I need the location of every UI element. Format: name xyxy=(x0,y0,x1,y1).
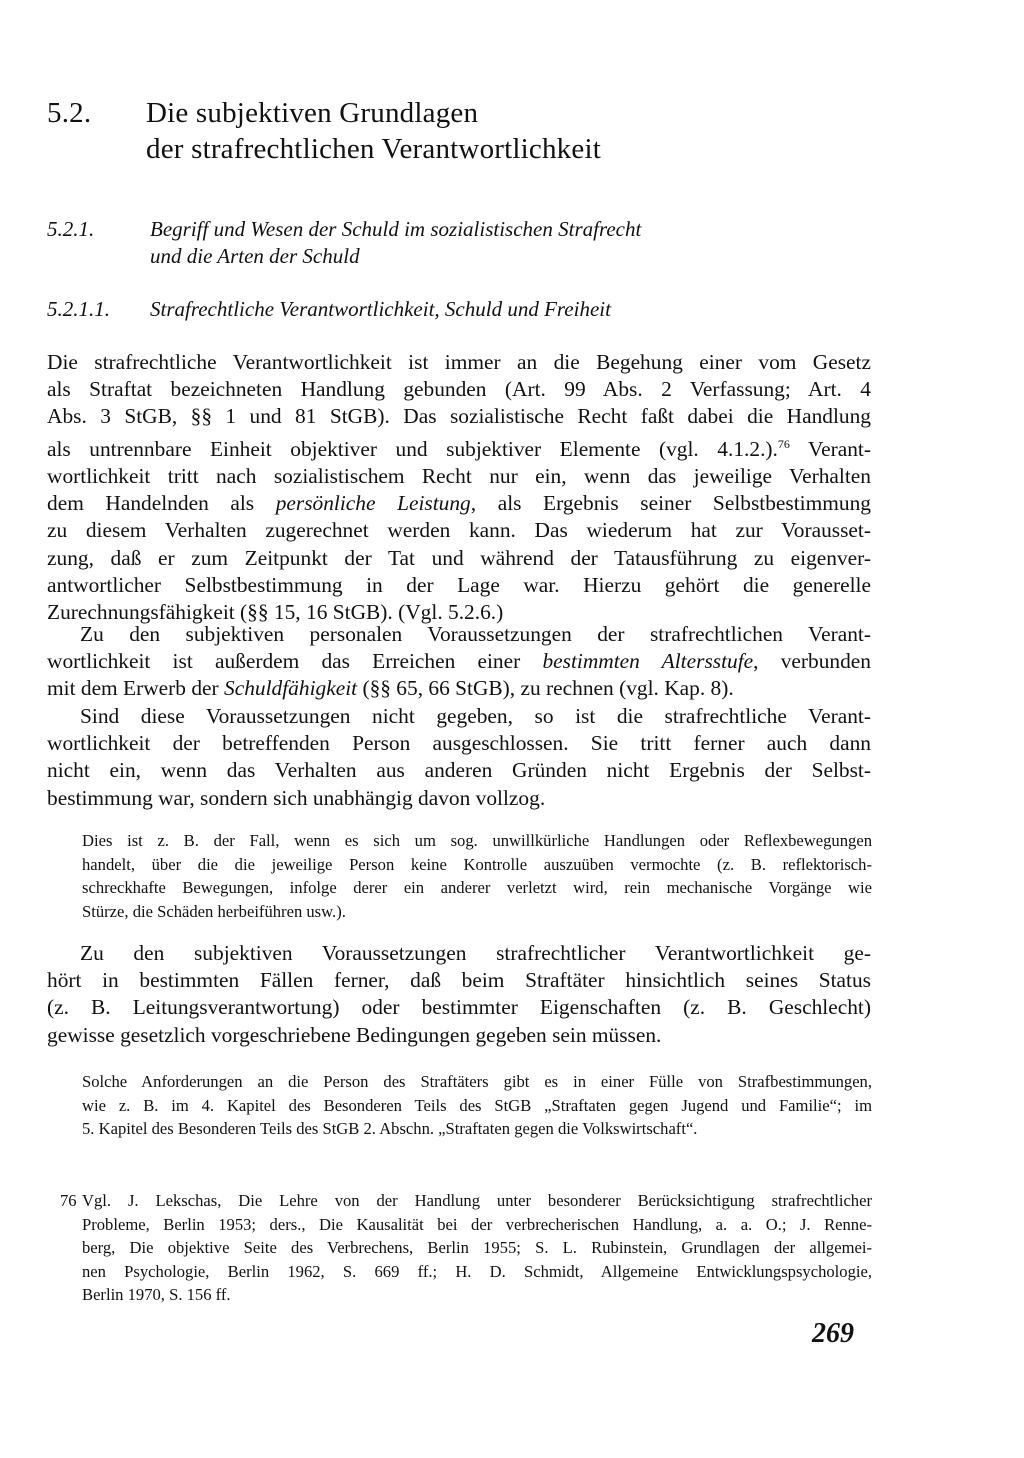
footnote-line: nen Psychologie, Berlin 1962, S. 669 ff.; H. D. Schmidt, Allgemeine Entwicklungspsychologie, xyxy=(82,1261,872,1281)
paragraph-1-line-text: dem Handelnden als xyxy=(47,491,276,516)
paragraph-1-line: Zurechnungsfähigkeit (§§ 15, 16 StGB). (Vgl. 5.2.6.) xyxy=(47,599,504,624)
paragraph-1-line: Abs. 3 StGB, §§ 1 und 81 StGB). Das sozialistische Recht faßt dabei die Handlung xyxy=(47,404,871,429)
section-title-line-1: Die subjektiven Grundlagen xyxy=(146,97,479,129)
subsection-number: 5.2.1. xyxy=(47,217,95,241)
footnote-line: Berlin 1970, S. 156 ff. xyxy=(82,1285,231,1305)
paragraph-3-line: wortlichkeit der betreffenden Person ausgeschlossen. Sie tritt ferner auch dann xyxy=(47,731,871,756)
paragraph-2-line-tail: , verbunden xyxy=(753,649,871,674)
note-1-line: Dies ist z. B. der Fall, wenn es sich um sog. unwillkürliche Handlungen oder Reflexbewegungen xyxy=(82,831,872,850)
footnote-76 xyxy=(60,1189,872,1307)
section-title xyxy=(146,95,846,167)
paragraph-2-line-text: wortlichkeit ist außerdem das Erreichen einer xyxy=(47,649,543,674)
paragraph-1-line: wortlichkeit tritt nach sozialistischem Recht nur ein, wenn das jeweilige Verhalten xyxy=(47,463,871,488)
emphasis-persoenliche-leistung: persönliche Leistung xyxy=(275,491,471,516)
paragraph-2-line: Zu den subjektiven personalen Voraussetzungen der strafrechtlichen Verant- xyxy=(80,622,871,646)
note-2 xyxy=(82,1070,872,1141)
page-number: 269 xyxy=(812,1318,854,1349)
subsection-title-line-2: und die Arten der Schuld xyxy=(150,244,360,268)
paragraph-3-line: Sind diese Voraussetzungen nicht gegeben, so ist die strafrechtliche Verant- xyxy=(80,704,871,728)
subsubsection-number: 5.2.1.1. xyxy=(47,297,110,321)
paragraph-1-line: zu diesem Verhalten zugerechnet werden kann. Das wiederum hat zur Vorausset- xyxy=(47,518,871,543)
paragraph-3 xyxy=(47,703,871,812)
subsubsection-title: Strafrechtliche Verantwortlichkeit, Schuld und Freiheit xyxy=(150,297,611,321)
paragraph-4-line: Zu den subjektiven Voraussetzungen strafrechtlicher Verantwortlichkeit ge- xyxy=(80,941,871,965)
paragraph-2-line-tail: (§§ 65, 66 StGB), zu rechnen (vgl. Kap. 8). xyxy=(357,676,734,701)
paragraph-3-line: nicht ein, wenn das Verhalten aus anderen Gründen nicht Ergebnis der Selbst- xyxy=(47,758,871,783)
paragraph-1-line-tail: , als Ergebnis seiner Selbstbestimmung xyxy=(470,491,871,516)
paragraph-1-line: antwortlicher Selbstbestimmung in der Lage war. Hierzu gehört die generelle xyxy=(47,572,871,597)
footnote-line: Probleme, Berlin 1953; ders., Die Kausalität bei der verbrecherischen Handlung, a. a. O.; J. Renne- xyxy=(82,1214,872,1234)
subsection-title-line-1: Begriff und Wesen der Schuld im sozialistischen Strafrecht xyxy=(150,217,642,241)
note-1-line: schreckhafte Bewegungen, infolge derer ein anderer verletzt wird, rein mechanische Vorgänge wie xyxy=(82,878,872,898)
footnote-text xyxy=(82,1189,872,1307)
footnote-line: berg, Die objektive Seite des Verbrechens, Berlin 1955; S. L. Rubinstein, Grundlagen der allgemei- xyxy=(82,1238,872,1258)
paragraph-1 xyxy=(47,349,871,626)
note-1-line: Stürze, die Schäden herbeiführen usw.). xyxy=(82,901,346,921)
section-number: 5.2. xyxy=(47,97,92,129)
paragraph-1-line xyxy=(47,431,871,463)
paragraph-4 xyxy=(47,940,871,1049)
emphasis-altersstufe: bestimmten Altersstufe xyxy=(542,649,754,674)
footnote-line: Vgl. J. Lekschas, Die Lehre von der Handlung unter besonderer Berücksichtigung strafrechtlicher xyxy=(82,1191,872,1210)
note-1 xyxy=(82,829,872,923)
footnote-number: 76 xyxy=(60,1191,77,1210)
note-2-line: Solche Anforderungen an die Person des Straftäters gibt es in einer Fülle von Strafbestimmungen, xyxy=(82,1072,872,1091)
paragraph-4-line: gewisse gesetzlich vorgeschriebene Bedingungen gegeben sein müssen. xyxy=(47,1022,662,1047)
emphasis-schuldfaehigkeit: Schuldfähigkeit xyxy=(224,676,358,701)
paragraph-1-line: zung, daß er zum Zeitpunkt der Tat und während der Tatausführung zu eigenver- xyxy=(47,545,871,570)
paragraph-1-line-tail: Verant- xyxy=(789,436,871,461)
paragraph-1-line: als Straftat bezeichneten Handlung gebunden (Art. 99 Abs. 2 Verfassung; Art. 4 xyxy=(47,377,871,402)
paragraph-4-line: (z. B. Leitungsverantwortung) oder bestimmter Eigenschaften (z. B. Geschlecht) xyxy=(47,995,871,1020)
paragraph-2-line xyxy=(47,648,871,675)
subsection-title xyxy=(150,216,850,270)
section-title-line-2: der strafrechtlichen Verantwortlichkeit xyxy=(146,133,601,165)
footnote-reference: 76 xyxy=(777,436,790,451)
paragraph-1-line xyxy=(47,490,871,517)
note-2-line: wie z. B. im 4. Kapitel des Besonderen Teils des StGB „Straftaten gegen Jugend und Familie“; im xyxy=(82,1095,872,1115)
paragraph-2-line-text: mit dem Erwerb der xyxy=(47,676,225,701)
paragraph-1-line: Die strafrechtliche Verantwortlichkeit ist immer an die Begehung einer vom Gesetz xyxy=(47,350,871,374)
paragraph-1-line-text: als untrennbare Einheit objektiver und subjektiver Elemente (vgl. 4.1.2.). xyxy=(47,436,778,461)
note-2-line: 5. Kapitel des Besonderen Teils des StGB 2. Abschn. „Straftaten gegen die Volkswirtschaft“. xyxy=(82,1119,698,1139)
paragraph-3-line: bestimmung war, sondern sich unabhängig davon vollzog. xyxy=(47,785,546,810)
note-1-line: handelt, über die die jeweilige Person keine Kontrolle auszuüben vermochte (z. B. reflektorisch- xyxy=(82,854,872,874)
paragraph-2 xyxy=(47,621,871,703)
paragraph-2-line xyxy=(47,675,871,702)
paragraph-4-line: hört in bestimmten Fällen ferner, daß beim Straftäter hinsichtlich seines Status xyxy=(47,968,871,993)
